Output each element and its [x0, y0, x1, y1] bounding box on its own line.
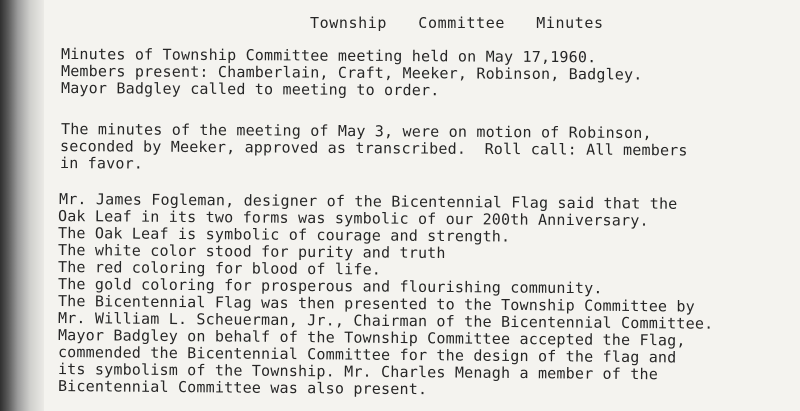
- minutes-line-8: Oak Leaf in its two forms was symbolic of our 200th Anniversary.: [57, 207, 649, 230]
- minutes-line-6: in favor.: [59, 154, 144, 173]
- minutes-line-7: Mr. James Fogleman, designer of the Bicentennial Flag said that the: [58, 190, 678, 213]
- minutes-line-14: Mr. William L. Scheuerman, Jr., Chairman of the Bicentennial Committee.: [57, 309, 714, 333]
- minutes-line-13: The Bicentennial Flag was then presented to the Township Committee by: [57, 292, 695, 316]
- minutes-line-9: The Oak Leaf is symbolic of courage and strength.: [57, 224, 511, 246]
- minutes-line-15: Mayor Badgley on behalf of the Township Committee accepted the Flag,: [57, 326, 686, 350]
- minutes-line-3: Mayor Badgley called to meeting to order.: [60, 79, 440, 100]
- minutes-line-12: The gold coloring for prosperous and flourishing community.: [57, 275, 603, 298]
- minutes-line-11: The red coloring for blood of life.: [57, 258, 382, 279]
- minutes-line-10: The white color stood for purity and truth: [57, 241, 446, 263]
- minutes-line-2: Members present: Chamberlain, Craft, Meeker, Robinson, Badgley.: [60, 62, 643, 84]
- minutes-line-5: seconded by Meeker, approved as transcribed. Roll call: All members: [59, 137, 688, 160]
- minutes-line-17: its symbolism of the Township. Mr. Charles Menagh a member of the: [57, 360, 659, 384]
- binding-edge: [0, 0, 44, 411]
- document-title: Township Committee Minutes: [310, 14, 604, 32]
- minutes-line-16: commended the Bicentennial Committee for the design of the flag and: [57, 343, 677, 367]
- minutes-line-1: Minutes of Township Committee meeting held on May 17,1960.: [60, 45, 597, 67]
- minutes-line-4: The minutes of the meeting of May 3, were on motion of Robinson,: [60, 120, 652, 143]
- minutes-line-18: Bicentennial Committee was also present.: [57, 377, 428, 399]
- document-page: [44, 0, 800, 411]
